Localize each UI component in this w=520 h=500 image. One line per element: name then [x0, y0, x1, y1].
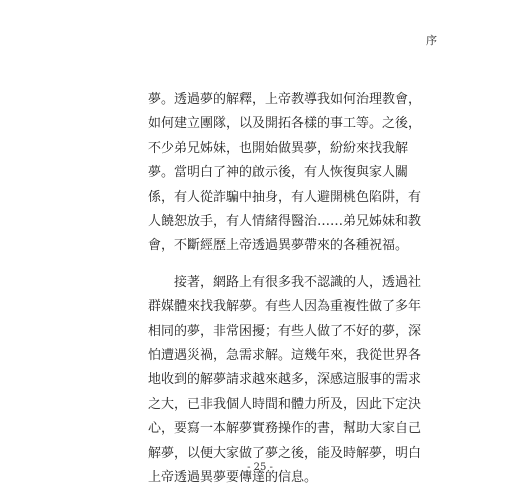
body-text [148, 88, 422, 491]
text-line: 地收到的解夢請求越來越多，深感這服事的需求 [148, 372, 422, 388]
paragraph [148, 88, 422, 259]
text-line: 上帝透過異夢要傳達的信息。 [148, 470, 318, 486]
text-line: 如何建立團隊，以及開拓各樣的事工等。之後， [148, 116, 422, 132]
text-line: 相同的夢，非常困擾；有些人做了不好的夢，深 [148, 323, 422, 339]
text-line: 解夢，以便大家做了夢之後，能及時解夢，明白 [148, 445, 422, 461]
text-line: 怕遭遇災禍，急需求解。這幾年來，我從世界各 [148, 348, 422, 364]
text-line: 夢。當明白了神的啟示後，有人恢復與家人關 [148, 165, 409, 181]
text-line: 人饒恕放手，有人情緒得醫治……弟兄姊妹和教 [148, 214, 422, 230]
section-title: 序 [426, 34, 438, 47]
paragraph-spacer [148, 259, 394, 271]
text-line: 接著，網路上有很多我不認識的人，透過社 [174, 274, 422, 290]
text-line: 係，有人從詐騙中抽身，有人避開桃色陷阱，有 [148, 189, 422, 205]
text-line: 會，不斷經歷上帝透過異夢帶來的各種祝福。 [148, 238, 409, 254]
text-line: 群媒體來找我解夢。有些人因為重複性做了多年 [148, 299, 422, 315]
text-line: 心，要寫一本解夢實務操作的書，幫助大家自己 [148, 421, 422, 437]
paragraph [148, 271, 422, 491]
text-line: 不少弟兄姊妹，也開始做異夢，紛紛來找我解 [148, 140, 409, 156]
text-line: 夢。透過夢的解釋，上帝教導我如何治理教會， [148, 92, 422, 107]
page-number: - 25 - [247, 462, 273, 473]
text-line: 之大，已非我個人時間和體力所及，因此下定決 [148, 396, 422, 412]
